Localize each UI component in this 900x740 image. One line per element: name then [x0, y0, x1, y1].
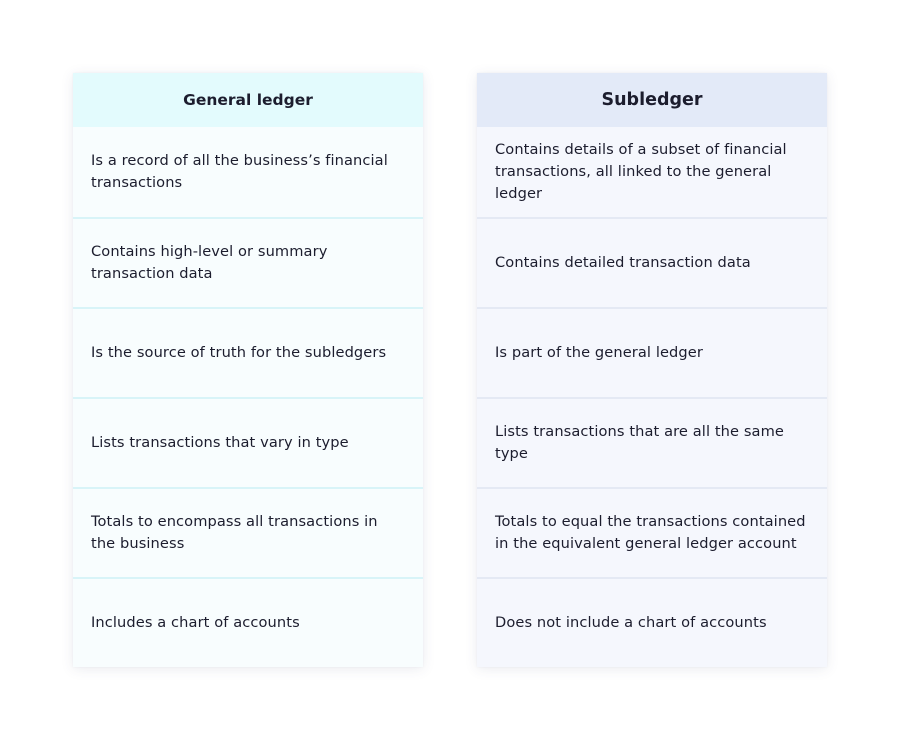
subledger-row	[477, 217, 827, 307]
general-ledger-row-text: Lists transactions that vary in type	[91, 434, 349, 451]
general-ledger-card	[73, 73, 423, 667]
subledger-row-text: Totals to equal the transactions contained in the equivalent general ledger account	[495, 513, 806, 552]
general-ledger-row-text: Contains high-level or summary transaction data	[91, 243, 328, 282]
general-ledger-row-text: Totals to encompass all transactions in the business	[91, 513, 378, 552]
general-ledger-header	[73, 73, 423, 127]
subledger-row-text: Does not include a chart of accounts	[495, 614, 767, 631]
subledger-row	[477, 397, 827, 487]
general-ledger-row-text: Is the source of truth for the subledgers	[91, 344, 387, 361]
general-ledger-title: General ledger	[183, 91, 313, 109]
subledger-row	[477, 127, 827, 217]
subledger-title: Subledger	[601, 90, 703, 110]
subledger-card	[477, 73, 827, 667]
general-ledger-row	[73, 487, 423, 577]
subledger-row-text: Is part of the general ledger	[495, 344, 703, 361]
general-ledger-row	[73, 307, 423, 397]
subledger-header	[477, 73, 827, 127]
subledger-row-text: Contains details of a subset of financial transactions, all linked to the general ledger	[495, 141, 787, 202]
subledger-row	[477, 307, 827, 397]
subledger-row	[477, 577, 827, 667]
subledger-row-text: Lists transactions that are all the same type	[495, 423, 784, 462]
general-ledger-row-text: Includes a chart of accounts	[91, 614, 300, 631]
general-ledger-row	[73, 217, 423, 307]
subledger-row-text: Contains detailed transaction data	[495, 254, 751, 271]
general-ledger-row	[73, 577, 423, 667]
subledger-row	[477, 487, 827, 577]
general-ledger-row	[73, 127, 423, 217]
general-ledger-row	[73, 397, 423, 487]
general-ledger-row-text: Is a record of all the business’s financial transactions	[91, 152, 388, 191]
